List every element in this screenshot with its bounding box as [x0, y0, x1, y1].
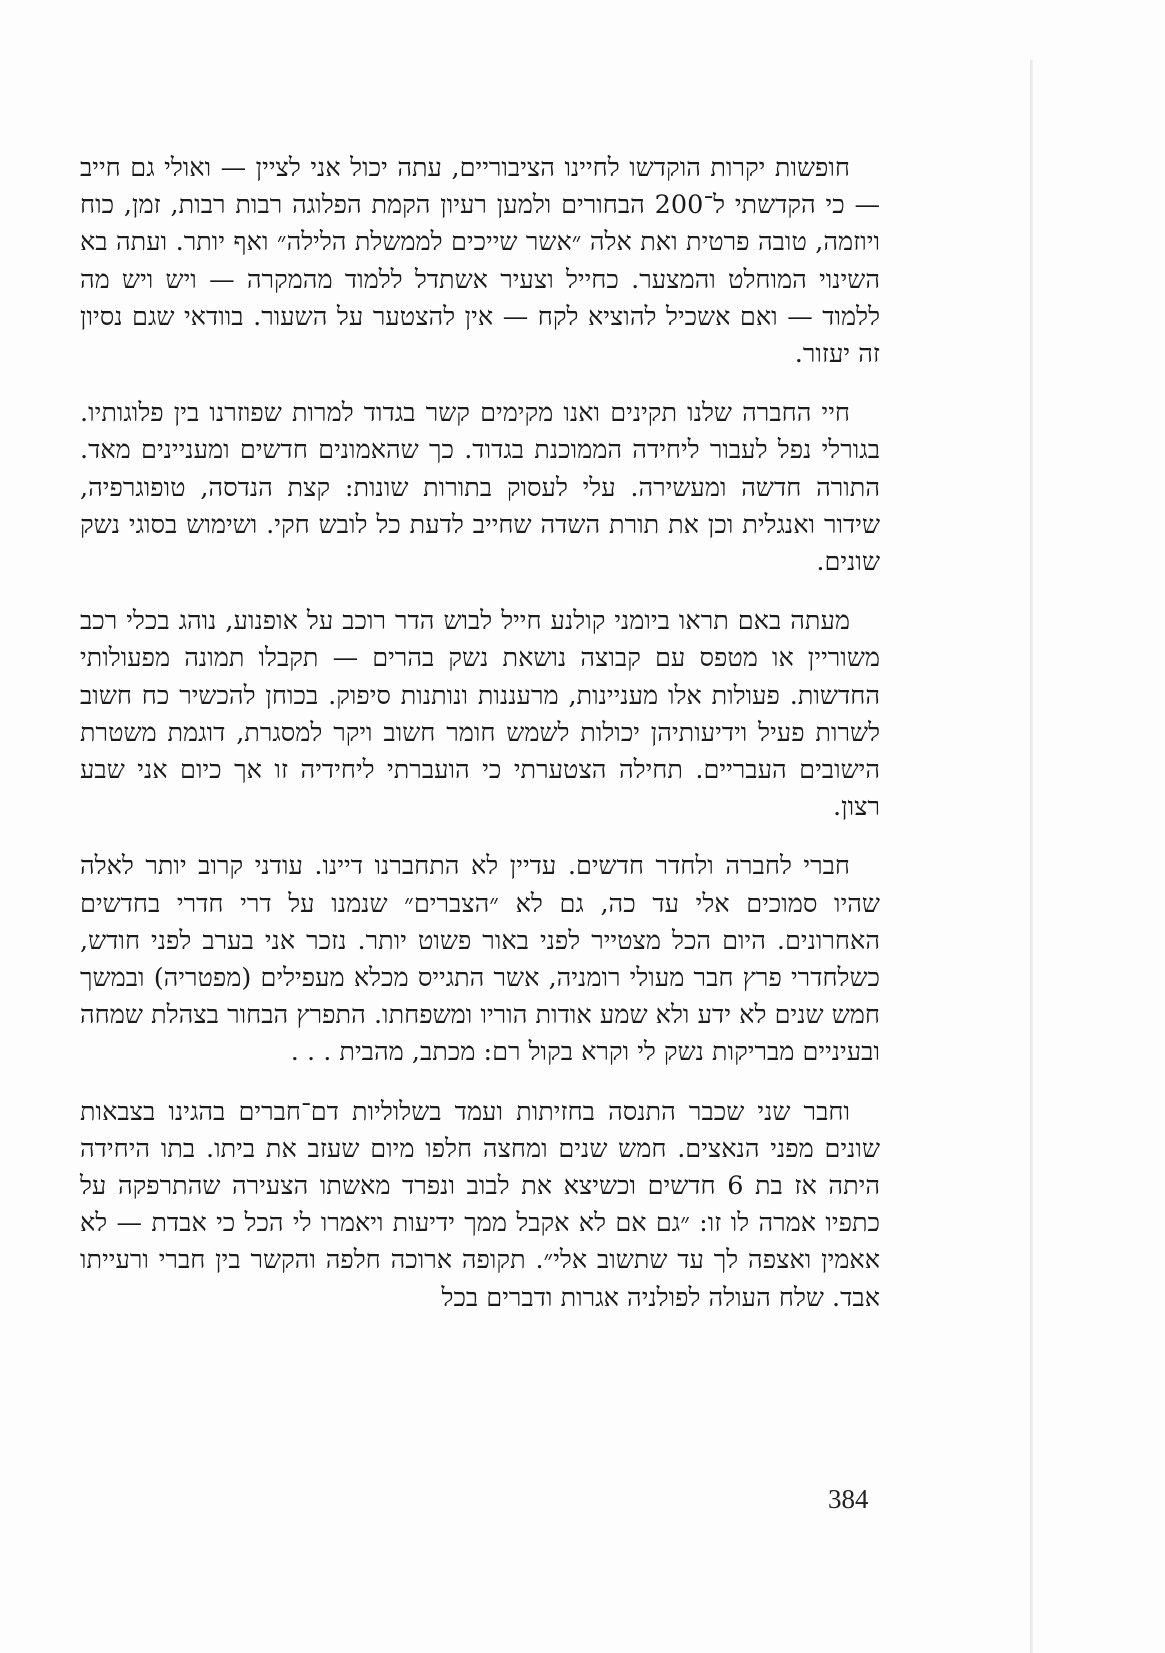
page-number: 384: [828, 1484, 869, 1514]
paragraph-3: מעתה באם תראו ביומני קולנע חייל לבוש הדר רוכב על אופנוע, נוהג בכלי רכב משוריין או מטפס עם קבוצה נושאת נשק בהרים — תקבלו תמונה מפעולותי החדשות. פעולות אלו מעניינות, מרעננות ונותנות סיפוק. בכוחן להכשיר כח חשוב לשרות פעיל וידיעותיהן יכולות לשמש חומר חשוב ויקר למסגרת, דוגמת משטרת הישובים העבריים. תחילה הצטערתי כי הועברתי ליחידיה זו אך כיום אני שבע רצון.: [80, 606, 880, 823]
paragraph-2: חיי החברה שלנו תקינים ואנו מקימים קשר בגדוד למרות שפוזרנו בין פלוגותיו. בגורלי נפל לעבור ליחידה הממוכנת בגדוד. כך שהאמונים חדשים ומעניינים מאד. התורה חדשה ומעשירה. עלי לעסוק בתורות שונות: קצת הנדסה, טופוגרפיה, שידור ואנגלית וכן את תורת השדה שחייב לדעת כל לובש חקי. ושימוש בסוגי נשק שונים.: [80, 398, 880, 578]
book-spine-shadow: [1030, 60, 1033, 1653]
body-text: [80, 150, 880, 1339]
paragraph-5: וחבר שני שכבר התנסה בחזיתות ועמד בשלוליות דם־חברים בהגינו בצבאות שונים מפני הנאצים. חמש שנים ומחצה חלפו מיום שעזב את ביתו. בתו היחידה היתה אז בת 6 חדשים וכשיצא את לבוב ונפרד מאשתו הצעירה שהתרפקה על כתפיו אמרה לו זו: ״גם אם לא אקבל ממך ידיעות ויאמרו לי הכל כי אבדת — לא אאמין ואצפה לך עד שתשוב אלי״. תקופה ארוכה חלפה והקשר בין חברי ורעייתו אבד. שלח העולה לפולניה אגרות ודברים בכל: [80, 1096, 880, 1313]
paragraph-1: חופשות יקרות הוקדשו לחיינו הציבוריים, עתה יכול אני לציין — ואולי גם חייב — כי הקדשתי ל־200 הבחורים ולמען רעיון הקמת הפלוגה רבות רבות, זמן, כוח ויוזמה, טובה פרטית ואת אלה ״אשר שייכים לממשלת הלילה״ ואף יותר. ועתה בא השינוי המוחלט והמצער. כחייל וצעיר אשתדל ללמוד מהמקרה — ויש ויש מה ללמוד — ואם אשכיל להוציא לקח — אין להצטער על השעור. בוודאי שגם נסיון זה יעזור.: [80, 153, 880, 370]
paragraph-4: חברי לחברה ולחדר חדשים. עדיין לא התחברנו דיינו. עודני קרוב יותר לאלה שהיו סמוכים אלי עד כה, גם לא ״הצברים״ שנמנו על דרי חדרי בחדשים האחרונים. היום הכל מצטייר לפני באור פשוט יותר. נזכר אני בערב לפני חודש, כשלחדרי פרץ חבר מעולי רומניה, אשר התגייס מכלא מעפילים (מפטריה) ובמשך חמש שנים לא ידע ולא שמע אודות הוריו ומשפחתו. התפרץ הבחור בצהלת שמחה ובעיניים מבריקות נשק לי וקרא בקול רם: מכתב, מהבית . . .: [80, 851, 880, 1068]
